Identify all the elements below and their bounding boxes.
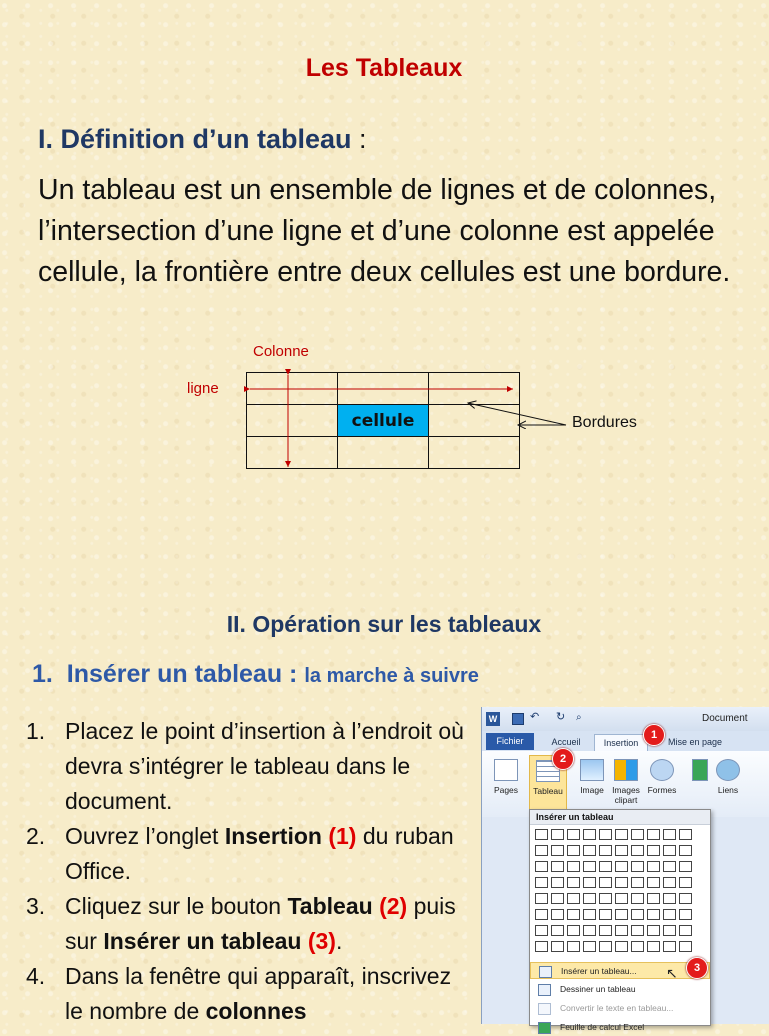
grid-cell[interactable] [551,861,564,872]
grid-cell[interactable] [535,925,548,936]
step-number: 4. [26,963,46,989]
grid-cell[interactable] [631,925,644,936]
tab-accueil[interactable]: Accueil [551,737,581,747]
grid-cell[interactable] [647,893,660,904]
grid-cell[interactable] [647,829,660,840]
grid-cell[interactable] [679,941,692,952]
step-item [26,889,466,959]
grid-cell[interactable] [679,893,692,904]
grid-cell[interactable] [567,877,580,888]
grid-cell[interactable] [551,829,564,840]
formes-label: Formes [647,785,677,795]
liens-button[interactable] [710,755,746,811]
images-clipart-label: Images clipart [612,785,640,805]
grid-cell[interactable] [551,909,564,920]
table-icon [539,966,552,978]
step-text: Placez le point d’insertion à l’endroit où devra s’intégrer le tableau dans le document. [65,718,464,814]
grid-cell[interactable] [535,941,548,952]
word-logo-icon: W [486,712,500,726]
grid-cell[interactable] [535,877,548,888]
word-tab-bar [482,731,769,752]
convert-icon [538,1003,551,1015]
callout-badge-2: 2 [552,748,574,770]
pages-icon [494,759,518,781]
grid-cell[interactable] [663,845,676,856]
grid-cell[interactable] [679,925,692,936]
subsection-note: la marche à suivre [304,665,479,687]
insert-table-menu [529,809,711,1032]
menu-item-label: Convertir le texte en tableau... [560,1003,674,1013]
section2-heading: II. Opération sur les tableaux [226,611,542,637]
grid-cell[interactable] [599,893,612,904]
step-text: Ouvrez l’onglet [65,823,225,849]
menu-item-excel[interactable] [530,1019,710,1036]
image-label: Image [580,785,604,795]
grid-cell[interactable] [583,845,596,856]
step-number: 3. [26,893,46,919]
clipart-icon [614,759,638,781]
grid-cell[interactable] [599,877,612,888]
grid-cell[interactable] [663,925,676,936]
grid-cell[interactable] [615,941,628,952]
grid-cell[interactable] [663,877,676,888]
word-ribbon [482,751,769,817]
images-clipart-button[interactable] [608,755,644,811]
menu-item-label: Dessiner un tableau [560,984,636,994]
grid-cell[interactable] [599,941,612,952]
grid-cell[interactable] [551,925,564,936]
grid-cell[interactable] [663,829,676,840]
bordure-arrow-top [468,403,566,425]
grid-cell[interactable] [551,893,564,904]
step-text: Insérer un tableau [103,928,302,954]
grid-cell[interactable] [567,829,580,840]
grid-cell[interactable] [599,925,612,936]
grid-cell[interactable] [551,941,564,952]
grid-cell[interactable] [679,829,692,840]
grid-cell[interactable] [679,861,692,872]
print-preview-icon[interactable]: ⌕ [576,712,582,723]
grid-cell[interactable] [631,893,644,904]
step-item [26,819,466,889]
grid-cell[interactable] [615,909,628,920]
menu-header: Insérer un tableau [530,810,710,825]
highlighted-cell: cellule [338,405,429,437]
grid-cell[interactable] [647,877,660,888]
grid-cell[interactable] [615,845,628,856]
word-screenshot [481,707,769,1032]
callout-badge-1: 1 [643,724,665,746]
step-text: . [335,928,343,954]
menu-item-label: Insérer un tableau... [561,966,637,976]
menu-item-dessiner-tableau[interactable] [530,981,710,998]
mouse-cursor-icon: ↖ [666,965,678,981]
subsection-number: 1. [32,660,53,688]
menu-item-inserer-tableau[interactable] [530,962,710,979]
tableau-label: Tableau [533,786,563,796]
grid-cell[interactable] [599,861,612,872]
label-colonne: Colonne [253,343,309,360]
grid-cell[interactable] [615,877,628,888]
label-ligne: ligne [187,380,219,397]
document-title: Document [702,713,748,724]
pencil-icon [538,984,551,996]
grid-cell[interactable] [535,861,548,872]
grid-cell[interactable] [663,941,676,952]
grid-cell[interactable] [583,941,596,952]
grid-cell[interactable] [663,893,676,904]
grid-cell[interactable] [631,877,644,888]
grid-cell[interactable] [583,925,596,936]
grid-cell[interactable] [647,861,660,872]
pages-label: Pages [493,785,519,795]
step-text: puis sur [65,893,456,954]
step-text: Dans la fenêtre qui apparaît, inscrivez le nombre de [65,963,452,1024]
liens-label: Liens [717,785,739,795]
grid-cell[interactable] [647,909,660,920]
grid-cell[interactable] [583,877,596,888]
step-number: 1. [26,718,46,744]
grid-cell[interactable] [567,861,580,872]
section1-colon: : [359,124,367,154]
grid-cell[interactable] [631,941,644,952]
grid-cell[interactable] [567,941,580,952]
step-item [26,959,466,1029]
grid-cell[interactable] [663,909,676,920]
pages-button[interactable] [488,755,524,811]
undo-icon[interactable]: ↶ [530,711,540,723]
grid-cell[interactable] [631,845,644,856]
step-text: Cliquez sur le bouton [65,893,288,919]
grid-cell[interactable] [567,893,580,904]
save-icon[interactable] [512,713,524,725]
tab-insertion[interactable]: Insertion [594,734,648,751]
grid-cell[interactable] [535,829,548,840]
definition-paragraph: Un tableau est un ensemble de lignes et de colonnes, l’intersection d’une ligne et d’une colonne est appelée cellule, la frontière entre deux cellules est une bordure. [38,174,731,288]
grid-cell[interactable] [583,861,596,872]
redo-icon[interactable]: ↻ [556,711,566,723]
steps-list [26,714,466,1029]
step-text: (1) [328,823,357,849]
grid-cell[interactable] [679,877,692,888]
image-button[interactable] [574,755,610,811]
grid-cell[interactable] [583,909,596,920]
grid-cell[interactable] [615,861,628,872]
grid-cell[interactable] [647,845,660,856]
step-text: (3) [307,928,336,954]
grid-cell[interactable] [551,877,564,888]
word-titlebar [482,707,769,731]
step-text: colonnes [205,998,307,1024]
grid-cell[interactable] [535,893,548,904]
menu-item-convertir[interactable] [530,1000,710,1017]
grid-cell[interactable] [615,893,628,904]
page-title: Les Tableaux [305,54,463,82]
step-text: Insertion [224,823,322,849]
grid-cell[interactable] [599,909,612,920]
subsection-heading [32,660,479,689]
grid-cell[interactable] [631,829,644,840]
link-icon [716,759,740,781]
grid-cell[interactable] [567,925,580,936]
callout-badge-3: 3 [686,957,708,979]
grid-cell[interactable] [535,909,548,920]
grid-cell[interactable] [679,909,692,920]
grid-cell[interactable] [535,845,548,856]
grid-cell[interactable] [599,845,612,856]
grid-cell[interactable] [615,925,628,936]
label-bordures: Bordures [572,414,637,431]
excel-icon [538,1022,551,1034]
step-text: du ruban Office. [65,823,454,884]
step-text: (2) [379,893,408,919]
menu-item-label: Feuille de calcul Excel [560,1022,645,1032]
formes-button[interactable] [644,755,680,811]
grid-cell[interactable] [567,845,580,856]
grid-cell[interactable] [679,845,692,856]
grid-cell[interactable] [615,829,628,840]
grid-cell[interactable] [551,845,564,856]
tab-fichier[interactable]: Fichier [486,733,534,750]
grid-cell[interactable] [567,909,580,920]
subsection-title: Insérer un tableau : [66,660,298,688]
section1-heading-text: I. Définition d’un tableau [38,124,352,154]
step-item [26,714,466,819]
grid-cell[interactable] [599,829,612,840]
grid-cell[interactable] [583,893,596,904]
step-text: Tableau [287,893,373,919]
chart-icon [692,759,708,781]
tab-mise-en-page[interactable]: Mise en page [667,737,723,747]
grid-cell[interactable] [583,829,596,840]
grid-cell[interactable] [631,861,644,872]
shapes-icon [650,759,674,781]
image-icon [580,759,604,781]
grid-cell[interactable] [631,909,644,920]
grid-cell[interactable] [647,925,660,936]
grid-cell[interactable] [663,861,676,872]
step-number: 2. [26,823,46,849]
grid-cell[interactable] [647,941,660,952]
